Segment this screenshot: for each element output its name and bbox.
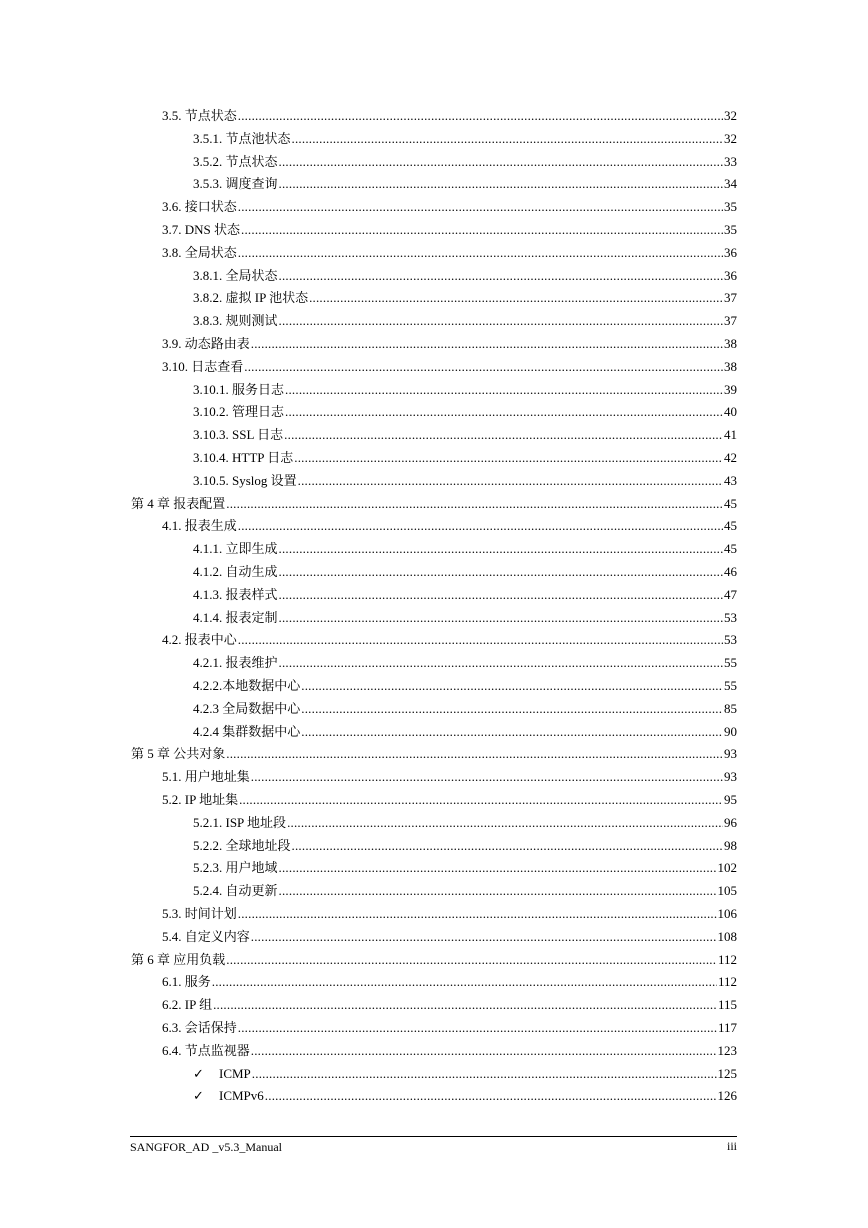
dot-leader xyxy=(251,334,723,354)
dot-leader xyxy=(279,608,723,628)
toc-entry-page-number: 42 xyxy=(724,450,737,465)
toc-entry-page-number: 53 xyxy=(724,609,737,625)
toc-entry[interactable] xyxy=(193,288,737,308)
toc-entry-title: 3.8.3. 规则测试 xyxy=(193,313,278,329)
toc-entry-title: 5.2.4. 自动更新 xyxy=(193,883,278,899)
checkmark-icon: ✓ xyxy=(193,1066,204,1082)
toc-entry[interactable] xyxy=(193,539,737,559)
toc-entry-page-number: 126 xyxy=(717,1088,737,1104)
toc-entry-title: 5.1. 用户地址集 xyxy=(162,769,250,785)
dot-leader xyxy=(238,106,723,126)
toc-entry-title: 3.10.1. 服务日志 xyxy=(193,381,285,397)
toc-entry[interactable] xyxy=(193,858,737,878)
toc-entry-title: 4.1.1. 立即生成 xyxy=(193,541,278,557)
toc-entry[interactable] xyxy=(131,744,737,764)
toc-entry[interactable] xyxy=(193,266,737,286)
dot-leader xyxy=(212,972,717,992)
toc-entry-page-number: 102 xyxy=(717,860,737,876)
toc-entry[interactable] xyxy=(162,927,737,947)
toc-entry[interactable] xyxy=(193,585,737,605)
dot-leader xyxy=(279,266,723,286)
toc-entry[interactable] xyxy=(193,676,737,696)
toc-entry-page-number: 117 xyxy=(717,1020,737,1035)
dot-leader xyxy=(301,676,723,696)
toc-entry-page-number: 38 xyxy=(724,336,737,351)
toc-entry-page-number: 98 xyxy=(724,837,737,853)
toc-entry[interactable] xyxy=(193,836,737,856)
dot-leader xyxy=(279,174,723,194)
toc-entry-page-number: 40 xyxy=(724,404,737,420)
toc-entry-title: 3.5.3. 调度查询 xyxy=(193,176,278,192)
toc-entry-title: 4.2.1. 报表维护 xyxy=(193,655,278,671)
dot-leader xyxy=(251,1041,717,1061)
toc-entry-page-number: 47 xyxy=(724,586,737,602)
toc-entry-title: 5.2.1. ISP 地址段 xyxy=(193,814,287,830)
dot-leader xyxy=(251,927,717,947)
toc-entry-title: 4.1.2. 自动生成 xyxy=(193,564,278,579)
dot-leader xyxy=(213,995,717,1015)
toc-entry-page-number: 45 xyxy=(724,541,737,557)
toc-entry[interactable] xyxy=(193,152,737,172)
toc-entry[interactable] xyxy=(193,562,737,582)
toc-entry[interactable] xyxy=(193,425,737,445)
toc-entry[interactable] xyxy=(193,448,737,468)
toc-entry-page-number: 93 xyxy=(724,746,737,762)
dot-leader xyxy=(301,722,723,742)
toc-entry[interactable] xyxy=(162,790,737,810)
toc-entry-title: 6.1. 服务 xyxy=(162,974,211,990)
toc-entry-title: 4.2.4 集群数据中心 xyxy=(193,723,301,739)
toc-entry[interactable] xyxy=(193,174,737,194)
toc-entry-page-number: 112 xyxy=(717,951,737,967)
toc-entry-title: 第 5 章 公共对象 xyxy=(131,746,226,762)
toc-entry-page-number: 43 xyxy=(724,472,737,488)
toc-entry[interactable] xyxy=(193,311,737,331)
toc-entry[interactable] xyxy=(162,904,737,924)
toc-entry-title: 3.5.1. 节点池状态 xyxy=(193,130,291,146)
dot-leader xyxy=(279,311,723,331)
toc-entry-page-number: 37 xyxy=(724,290,737,306)
toc-entry-title: ICMPv6 xyxy=(219,1088,264,1104)
toc-entry-page-number: 35 xyxy=(724,199,737,215)
toc-entry-title: 5.4. 自定义内容 xyxy=(162,928,250,944)
toc-entry-title: 3.8. 全局状态 xyxy=(162,244,237,260)
toc-entry-page-number: 106 xyxy=(717,906,737,921)
toc-entry-page-number: 85 xyxy=(724,700,737,716)
dot-leader xyxy=(294,448,723,468)
toc-entry-page-number: 55 xyxy=(724,655,737,671)
toc-entry-title: 5.3. 时间计划 xyxy=(162,906,237,921)
toc-entry-title: 3.8.1. 全局状态 xyxy=(193,267,278,283)
toc-entry[interactable] xyxy=(162,1041,737,1061)
toc-entry[interactable] xyxy=(162,995,737,1015)
toc-entry-title: 3.6. 接口状态 xyxy=(162,199,237,215)
dot-leader xyxy=(238,243,723,263)
dot-leader xyxy=(279,858,717,878)
toc-entry-page-number: 36 xyxy=(724,244,737,260)
toc-entry[interactable] xyxy=(193,1064,737,1084)
toc-entry-title: 第 4 章 报表配置 xyxy=(131,495,226,511)
toc-entry-page-number: 41 xyxy=(724,427,737,443)
toc-entry-page-number: 55 xyxy=(724,678,737,693)
dot-leader xyxy=(238,1018,717,1038)
dot-leader xyxy=(279,539,723,559)
dot-leader xyxy=(238,630,723,650)
toc-entry-title: 3.10. 日志查看 xyxy=(162,358,244,374)
toc-entry-page-number: 125 xyxy=(717,1065,737,1081)
dot-leader xyxy=(301,699,723,719)
toc-entry-page-number: 95 xyxy=(724,792,737,807)
toc-entry[interactable] xyxy=(162,357,737,377)
dot-leader xyxy=(226,494,723,514)
dot-leader xyxy=(265,1086,717,1106)
toc-entry-page-number: 34 xyxy=(724,176,737,192)
toc-entry-title: 4.1. 报表生成 xyxy=(162,518,237,534)
toc-entry-title: 4.1.3. 报表样式 xyxy=(193,586,278,602)
toc-entry-page-number: 46 xyxy=(724,564,737,579)
toc-entry[interactable] xyxy=(131,950,737,970)
toc-entry[interactable] xyxy=(162,516,737,536)
toc-entry-page-number: 108 xyxy=(717,928,737,944)
dot-leader xyxy=(252,1064,717,1084)
dot-leader xyxy=(284,425,723,445)
toc-entry-page-number: 45 xyxy=(724,495,737,511)
toc-entry-title: 6.2. IP 组 xyxy=(162,997,213,1013)
toc-entry[interactable] xyxy=(162,972,737,992)
toc-entry[interactable] xyxy=(162,630,737,650)
toc-entry-title: 5.2.2. 全球地址段 xyxy=(193,837,291,853)
footer-document-name: SANGFOR_AD _v5.3_Manual xyxy=(130,1140,283,1154)
dot-leader xyxy=(309,288,723,308)
toc-entry-page-number: 123 xyxy=(717,1042,737,1058)
toc-entry[interactable] xyxy=(162,767,737,787)
toc-entry-title: 3.10.4. HTTP 日志 xyxy=(193,450,294,465)
toc-entry-title: 3.10.5. Syslog 设置 xyxy=(193,472,297,488)
dot-leader xyxy=(238,516,723,536)
toc-entry[interactable] xyxy=(162,334,737,354)
dot-leader xyxy=(287,813,723,833)
toc-entry-title: 6.3. 会话保持 xyxy=(162,1020,237,1035)
dot-leader xyxy=(285,380,723,400)
dot-leader xyxy=(238,904,717,924)
toc-entry[interactable] xyxy=(193,402,737,422)
dot-leader xyxy=(285,402,723,422)
toc-entry-title: 第 6 章 应用负载 xyxy=(131,951,226,967)
toc-entry-page-number: 32 xyxy=(724,130,737,146)
toc-entry-page-number: 112 xyxy=(717,974,737,990)
dot-leader xyxy=(279,653,723,673)
toc-entry[interactable] xyxy=(193,813,737,833)
toc-entry[interactable] xyxy=(193,699,737,719)
toc-entry[interactable] xyxy=(162,243,737,263)
toc-entry-title: 3.5.2. 节点状态 xyxy=(193,153,278,169)
toc-entry-page-number: 37 xyxy=(724,313,737,329)
toc-entry-page-number: 39 xyxy=(724,381,737,397)
toc-entry-title: ICMP xyxy=(219,1065,251,1081)
toc-entry[interactable] xyxy=(162,197,737,217)
toc-entry-page-number: 115 xyxy=(717,997,737,1013)
dot-leader xyxy=(298,471,723,491)
toc-entry-title: 5.2.3. 用户地域 xyxy=(193,860,278,876)
dot-leader xyxy=(226,950,717,970)
toc-entry[interactable] xyxy=(193,1086,737,1106)
toc-entry-title: 3.10.3. SSL 日志 xyxy=(193,427,284,443)
toc-entry-page-number: 53 xyxy=(724,632,737,648)
dot-leader xyxy=(251,767,723,787)
toc-entry-title: 3.10.2. 管理日志 xyxy=(193,404,285,420)
toc-entry[interactable] xyxy=(193,380,737,400)
toc-entry-title: 4.2.3 全局数据中心 xyxy=(193,700,301,716)
toc-entry-title: 4.2.2.本地数据中心 xyxy=(193,678,301,693)
footer-divider xyxy=(130,1136,737,1137)
toc-entry-title: 5.2. IP 地址集 xyxy=(162,792,239,807)
toc-entry-page-number: 93 xyxy=(724,769,737,785)
toc-entry-page-number: 36 xyxy=(724,267,737,283)
dot-leader xyxy=(279,562,723,582)
toc-entry-page-number: 33 xyxy=(724,153,737,169)
dot-leader xyxy=(292,129,723,149)
toc-entry-page-number: 96 xyxy=(724,814,737,830)
toc-entry[interactable] xyxy=(162,1018,737,1038)
dot-leader xyxy=(241,220,723,240)
toc-entry-page-number: 45 xyxy=(724,518,737,534)
dot-leader xyxy=(279,152,723,172)
toc-entry[interactable] xyxy=(193,129,737,149)
toc-entry[interactable] xyxy=(193,881,737,901)
dot-leader xyxy=(279,585,723,605)
dot-leader xyxy=(226,744,723,764)
toc-entry-title: 3.7. DNS 状态 xyxy=(162,222,241,237)
toc-entry-title: 4.2. 报表中心 xyxy=(162,632,237,648)
toc-entry-title: 3.5. 节点状态 xyxy=(162,108,237,123)
toc-entry-title: 3.9. 动态路由表 xyxy=(162,336,250,351)
toc-entry-page-number: 38 xyxy=(724,358,737,374)
footer-page-number: iii xyxy=(726,1139,737,1153)
dot-leader xyxy=(239,790,723,810)
toc-entry[interactable] xyxy=(193,653,737,673)
toc-entry-page-number: 35 xyxy=(724,222,737,237)
toc-entry-title: 3.8.2. 虚拟 IP 池状态 xyxy=(193,290,309,306)
dot-leader xyxy=(279,881,717,901)
checkmark-icon: ✓ xyxy=(193,1089,204,1105)
dot-leader xyxy=(292,836,723,856)
toc-entry-page-number: 105 xyxy=(717,883,737,899)
toc-entry-page-number: 32 xyxy=(724,108,737,123)
toc-entry[interactable] xyxy=(162,220,737,240)
toc-entry[interactable] xyxy=(131,494,737,514)
dot-leader xyxy=(238,197,723,217)
toc-entry[interactable] xyxy=(162,106,737,126)
toc-entry-page-number: 90 xyxy=(724,723,737,739)
dot-leader xyxy=(244,357,723,377)
toc-entry-title: 4.1.4. 报表定制 xyxy=(193,609,278,625)
toc-entry[interactable] xyxy=(193,471,737,491)
toc-entry[interactable] xyxy=(193,608,737,628)
toc-entry[interactable] xyxy=(193,722,737,742)
toc-entry-title: 6.4. 节点监视器 xyxy=(162,1042,250,1058)
